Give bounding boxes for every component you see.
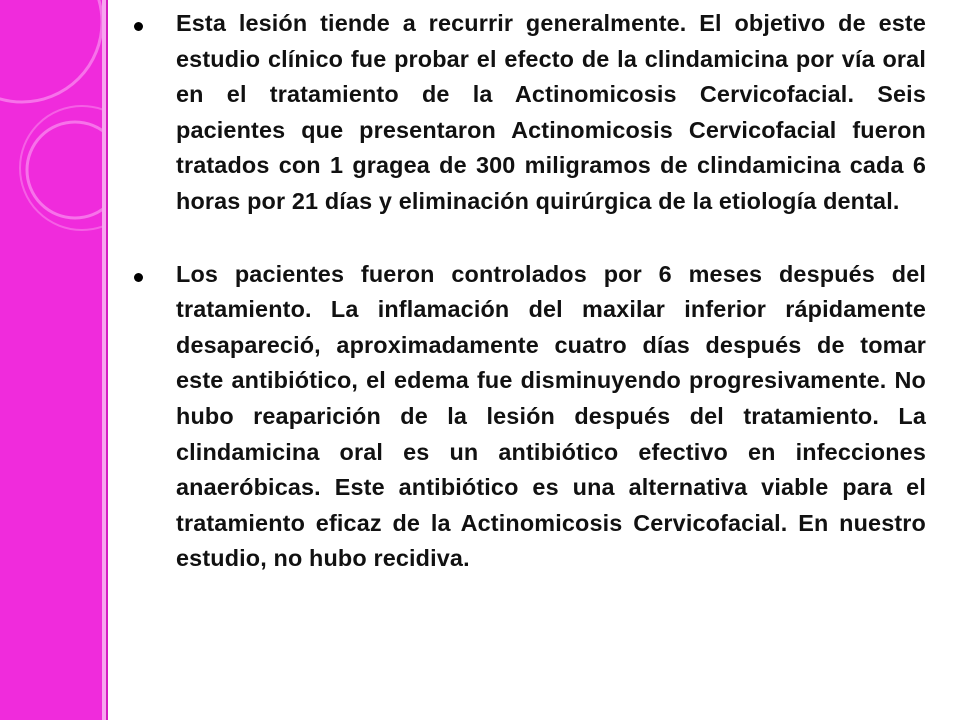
bullet-item-objective — [132, 6, 926, 220]
side-divider-shadow — [106, 0, 108, 720]
decorative-circle-middle — [27, 122, 102, 218]
bullet-item-results — [132, 257, 926, 577]
bullet-dot — [134, 22, 143, 31]
decorative-side-band — [0, 0, 102, 720]
bullet-dot — [134, 273, 143, 282]
bullet-text: Esta lesión tiende a recurrir generalmente. El objetivo de este estudio clínico fue probar el efecto de la clindamicina por vía oral en el tratamiento de la Actinomicosis Cervicofacial. Seis pacientes que presentaron Actinomicosis Cervicofacial fueron tratados con 1 gragea de 300 miligramos de clindamicina cada 6 horas por 21 días y eliminación quirúrgica de la etiología dental. — [176, 10, 926, 214]
bullet-text: Los pacientes fueron controlados por 6 meses después del tratamiento. La inflamación del maxilar inferior rápidamente desapareció, aproximadamente cuatro días después de tomar este antibiótico, el edema fue disminuyendo progresivamente. No hubo reaparición de la lesión después del tratamiento. La clindamicina oral es un antibiótico efectivo en infecciones anaeróbicas. Este antibiótico es una alternativa viable para el tratamiento eficaz de la Actinomicosis Cervicofacial. En nuestro estudio, no hubo recidiva. — [176, 260, 926, 572]
slide-content — [132, 6, 926, 577]
decorative-circles — [0, 0, 102, 720]
decorative-circle-top — [0, 0, 102, 102]
